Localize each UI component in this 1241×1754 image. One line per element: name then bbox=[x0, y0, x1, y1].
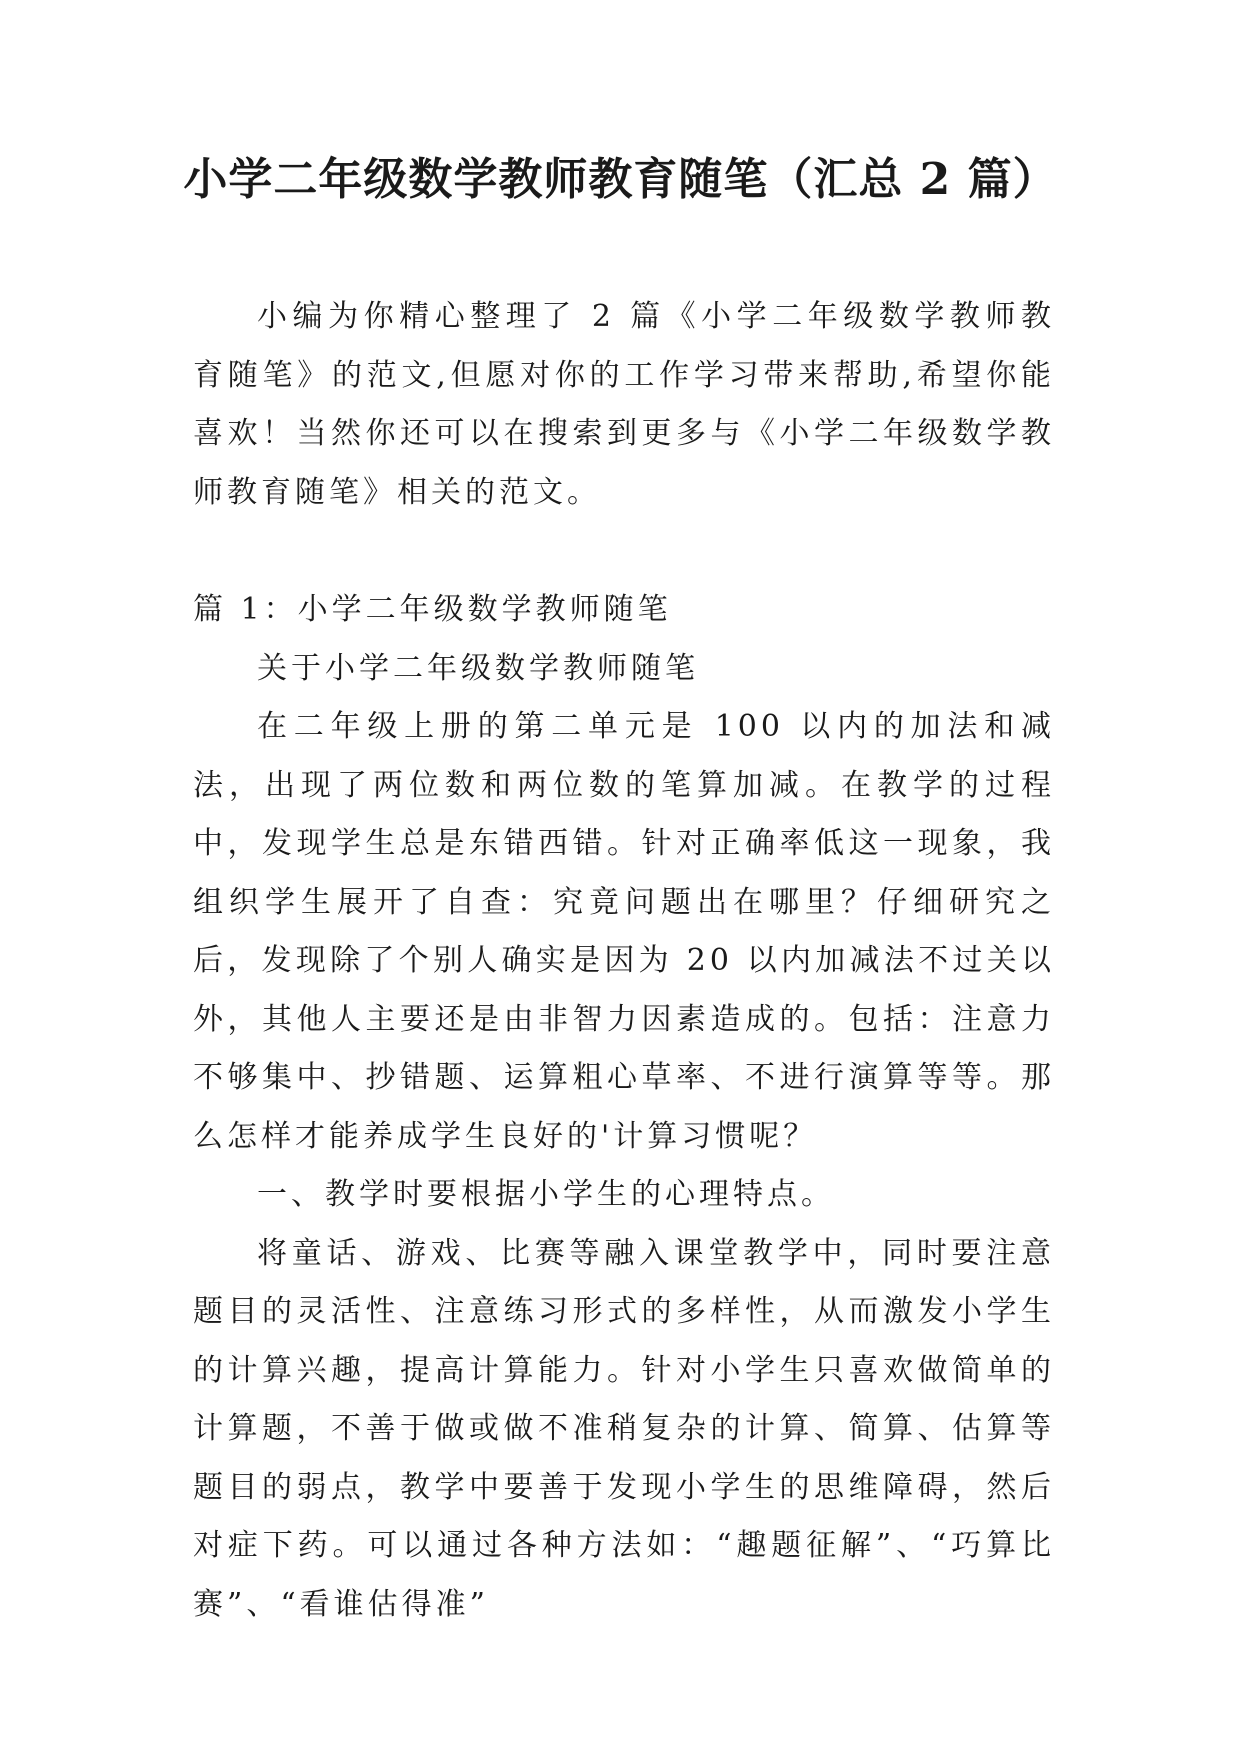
body-paragraph: 在二年级上册的第二单元是 100 以内的加法和减法，出现了两位数和两位数的笔算加减。在教学的过程中，发现学生总是东错西错。针对正确率低这一现象，我组织学生展开了自查：究竟问题出在哪里？仔细研究之后，发现除了个别人确实是因为 20 以内加减法不过关以外，其他人主要还是由非智力因素造成的。包括：注意力不够集中、抄错题、运算粗心草率、不进行演算等等。那么怎样才能养成学生良好的'计算习惯呢？ bbox=[193, 709, 1055, 1154]
document-title: 小学二年级数学教师教育随笔（汇总 2 篇） bbox=[183, 154, 1058, 205]
body-paragraph: 将童话、游戏、比赛等融入课堂教学中，同时要注意题目的灵活性、注意练习形式的多样性，从而激发小学生的计算兴趣，提高计算能力。针对小学生只喜欢做简单的计算题，不善于做或做不准稍复杂的计算、简算、估算等题目的弱点，教学中要善于发现小学生的思维障碍，然后对症下药。可以通过各种方法如：“趣题征解”、“巧算比赛”、“看谁估得准” bbox=[193, 1235, 1055, 1622]
section-heading: 篇 1：小学二年级数学教师随笔 bbox=[193, 592, 672, 627]
section-1 bbox=[193, 581, 1055, 1634]
intro-paragraph: 小编为你精心整理了 2 篇《小学二年级数学教师教育随笔》的范文,但愿对你的工作学习带来帮助,希望你能喜欢！当然你还可以在搜索到更多与《小学二年级数学教师教育随笔》相关的范文。 bbox=[193, 299, 1055, 510]
section-subtitle: 关于小学二年级数学教师随笔 bbox=[257, 650, 699, 686]
point-heading: 一、教学时要根据小学生的心理特点。 bbox=[257, 1177, 835, 1212]
